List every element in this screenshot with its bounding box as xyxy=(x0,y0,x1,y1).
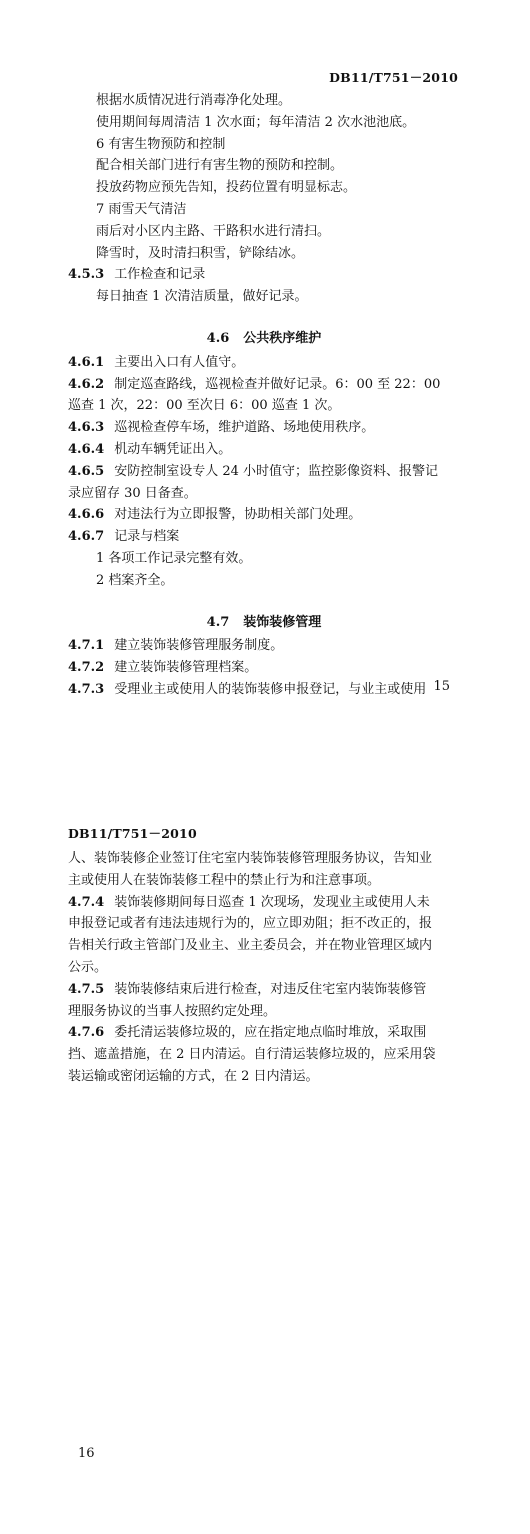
text-line: 根据水质情况进行消毒净化处理。 xyxy=(96,93,292,108)
clause-4-6-5 xyxy=(68,461,460,483)
clause-4-6-4 xyxy=(68,439,460,461)
clause-text: 巡视检查停车场，维护道路、场地使用秩序。 xyxy=(114,420,375,436)
text-line: 人、装饰装修企业签订住宅室内装饰装修管理服务协议，告知业 xyxy=(68,851,433,866)
section-heading-4-6 xyxy=(68,328,460,350)
text-line: 装运输或密闭运输的方式，在 2 日内清运。 xyxy=(68,1068,319,1084)
clause-title: 工作检查和记录 xyxy=(114,267,206,283)
section-number: 4.6 xyxy=(206,330,230,346)
text-line: 理服务协议的当事人按照约定处理。 xyxy=(68,1003,277,1019)
clause-4-6-7 xyxy=(68,526,460,548)
clause-number: 4.6.4 xyxy=(68,441,105,457)
clause-number: 4.7.5 xyxy=(68,981,105,997)
list-item: 2 档案齐全。 xyxy=(96,572,174,588)
text-line: 录应留存 30 日备查。 xyxy=(68,485,197,501)
text-line: 每日抽查 1 次清洁质量，做好记录。 xyxy=(96,289,308,305)
clause-4-6-3 xyxy=(68,417,460,439)
clause-4-7-1 xyxy=(68,635,460,657)
page-15 xyxy=(0,0,530,705)
text-line: 6 有害生物预防和控制 xyxy=(96,136,226,152)
clause-number: 4.7.3 xyxy=(68,681,105,697)
clause-number: 4.7.6 xyxy=(68,1025,105,1041)
clause-text: 建立装饰装修管理档案。 xyxy=(114,660,258,676)
clause-4-6-6 xyxy=(68,504,460,526)
clause-number: 4.5.3 xyxy=(68,267,105,283)
text-line: 雨后对小区内主路、干路积水进行清扫。 xyxy=(96,223,331,239)
clause-text: 机动车辆凭证出入。 xyxy=(114,441,232,457)
section-heading-4-7 xyxy=(68,612,460,634)
clause-number: 4.7.1 xyxy=(68,638,105,654)
text-line: 巡查 1 次，22：00 至次日 6：00 巡查 1 次。 xyxy=(68,398,341,414)
list-item: 1 各项工作记录完整有效。 xyxy=(96,550,252,566)
page-16 xyxy=(0,820,530,1534)
clause-4-6-1 xyxy=(68,352,460,374)
clause-text: 主要出入口有人值守。 xyxy=(114,354,245,370)
page-16-content xyxy=(68,848,460,1088)
clause-text: 安防控制室设专人 24 小时值守；监控影像资料、报警记 xyxy=(114,463,439,479)
clause-4-7-6 xyxy=(68,1022,460,1044)
clause-number: 4.6.3 xyxy=(68,420,105,436)
clause-text: 制定巡查路线，巡视检查并做好记录。6：00 至 22：00 xyxy=(114,376,441,392)
clause-number: 4.6.2 xyxy=(68,376,105,392)
document-code-header: DB11/T751－2010 xyxy=(329,70,458,85)
clause-4-7-3 xyxy=(68,679,460,701)
clause-number: 4.6.7 xyxy=(68,529,105,545)
page-15-content xyxy=(68,90,460,701)
clause-text: 受理业主或使用人的装饰装修申报登记，与业主或使用 xyxy=(114,681,427,697)
clause-text: 记录与档案 xyxy=(114,529,180,545)
text-line: 申报登记或者有违法违规行为的，应立即劝阻；拒不改正的，报 xyxy=(68,916,433,932)
section-title: 装饰装修管理 xyxy=(243,614,322,630)
page-number: 15 xyxy=(433,679,450,694)
clause-4-5-3 xyxy=(68,264,460,286)
clause-text: 装饰装修期间每日巡查 1 次现场，发现业主或使用人未 xyxy=(114,894,430,910)
text-line: 主或使用人在装饰装修工程中的禁止行为和注意事项。 xyxy=(68,872,381,888)
text-line: 挡、遮盖措施，在 2 日内清运。自行清运装修垃圾的，应采用袋 xyxy=(68,1047,436,1063)
clause-text: 委托清运装修垃圾的，应在指定地点临时堆放，采取围 xyxy=(114,1025,427,1041)
clause-text: 建立装饰装修管理服务制度。 xyxy=(114,638,284,654)
text-line: 使用期间每周清洁 1 次水面；每年清洁 2 次水池池底。 xyxy=(96,114,416,130)
text-line: 投放药物应预先告知，投药位置有明显标志。 xyxy=(96,180,357,196)
text-line: 告相关行政主管部门及业主、业主委员会，并在物业管理区域内 xyxy=(68,938,433,954)
clause-number: 4.6.6 xyxy=(68,507,105,523)
clause-number: 4.6.1 xyxy=(68,354,105,370)
text-line: 配合相关部门进行有害生物的预防和控制。 xyxy=(96,158,344,174)
document-code-header: DB11/T751－2010 xyxy=(68,826,197,841)
clause-number: 4.7.2 xyxy=(68,660,105,676)
clause-4-7-4 xyxy=(68,892,460,914)
clause-text: 对违法行为立即报警，协助相关部门处理。 xyxy=(114,507,362,523)
text-line: 降雪时，及时清扫积雪，铲除结冰。 xyxy=(96,245,305,261)
clause-text: 装饰装修结束后进行检查，对违反住宅室内装饰装修管 xyxy=(114,981,427,997)
section-title: 公共秩序维护 xyxy=(243,330,322,346)
section-number: 4.7 xyxy=(206,614,230,630)
page-number: 16 xyxy=(78,1446,95,1461)
text-line: 7 雨雪天气清洁 xyxy=(96,201,187,217)
clause-4-6-2 xyxy=(68,374,460,396)
text-line: 公示。 xyxy=(68,959,108,975)
clause-4-7-5 xyxy=(68,979,460,1001)
clause-4-7-2 xyxy=(68,657,460,679)
clause-number: 4.7.4 xyxy=(68,894,105,910)
clause-number: 4.6.5 xyxy=(68,463,105,479)
